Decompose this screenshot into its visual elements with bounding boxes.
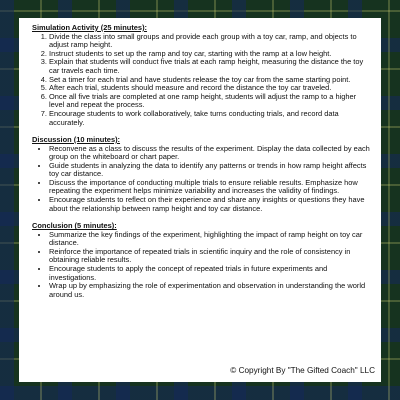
list-item: • Summarize the key findings of the experiment, highlighting the impact of ramp height on toy car distance. — [49, 231, 373, 248]
list-item: 6. Once all five trials are completed at one ramp height, students will adjust the ramp to a higher level and repeat the process. — [49, 93, 373, 110]
list-item: • Reinforce the importance of repeated trials in scientific inquiry and the role of consistency in obtaining reliable results. — [49, 248, 373, 265]
simulation-heading: Simulation Activity (25 minutes): — [32, 23, 148, 32]
conclusion-list — [32, 231, 373, 300]
list-item: 3. Explain that students will conduct five trials at each ramp height, measuring the distance the toy car travels each time. — [49, 58, 373, 75]
list-item: • Reconvene as a class to discuss the results of the experiment. Display the data collected by each group on the whiteboard or chart paper. — [49, 145, 373, 162]
list-item: • Guide students in analyzing the data to identify any patterns or trends in how ramp height affects toy car distance. — [49, 162, 373, 179]
list-item: • Discuss the importance of conducting multiple trials to ensure reliable results. Emphasize how repeating the experiment helps minimize variability and increases the validity of findings. — [49, 179, 373, 196]
list-item: • Wrap up by emphasizing the role of experimentation and observation in understanding the world around us. — [49, 282, 373, 299]
conclusion-heading: Conclusion (5 minutes): — [32, 221, 117, 231]
list-item: 7. Encourage students to work collaboratively, take turns conducting trials, and record data accurately. — [49, 110, 373, 127]
list-item: • Encourage students to reflect on their experience and share any insights or questions they have about the relationship between ramp height and toy car distance. — [49, 196, 373, 213]
list-item: 4. Set a timer for each trial and have students release the toy car from the same starting point. — [49, 76, 373, 85]
discussion-list — [32, 145, 373, 214]
simulation-steps-list — [32, 33, 373, 128]
document-page — [19, 18, 381, 382]
copyright-notice: © Copyright By "The Gifted Coach" LLC — [230, 366, 375, 376]
list-item: • Encourage students to apply the concept of repeated trials in future experiments and investigations. — [49, 265, 373, 282]
list-item: 2. Instruct students to set up the ramp and toy car, starting with the ramp at a low height. — [49, 50, 373, 59]
list-item: 1. Divide the class into small groups and provide each group with a toy car, ramp, and objects to adjust ramp height. — [49, 33, 373, 50]
discussion-heading: Discussion (10 minutes): — [32, 134, 121, 144]
list-item: 5. After each trial, students should measure and record the distance the toy car traveled. — [49, 84, 373, 93]
